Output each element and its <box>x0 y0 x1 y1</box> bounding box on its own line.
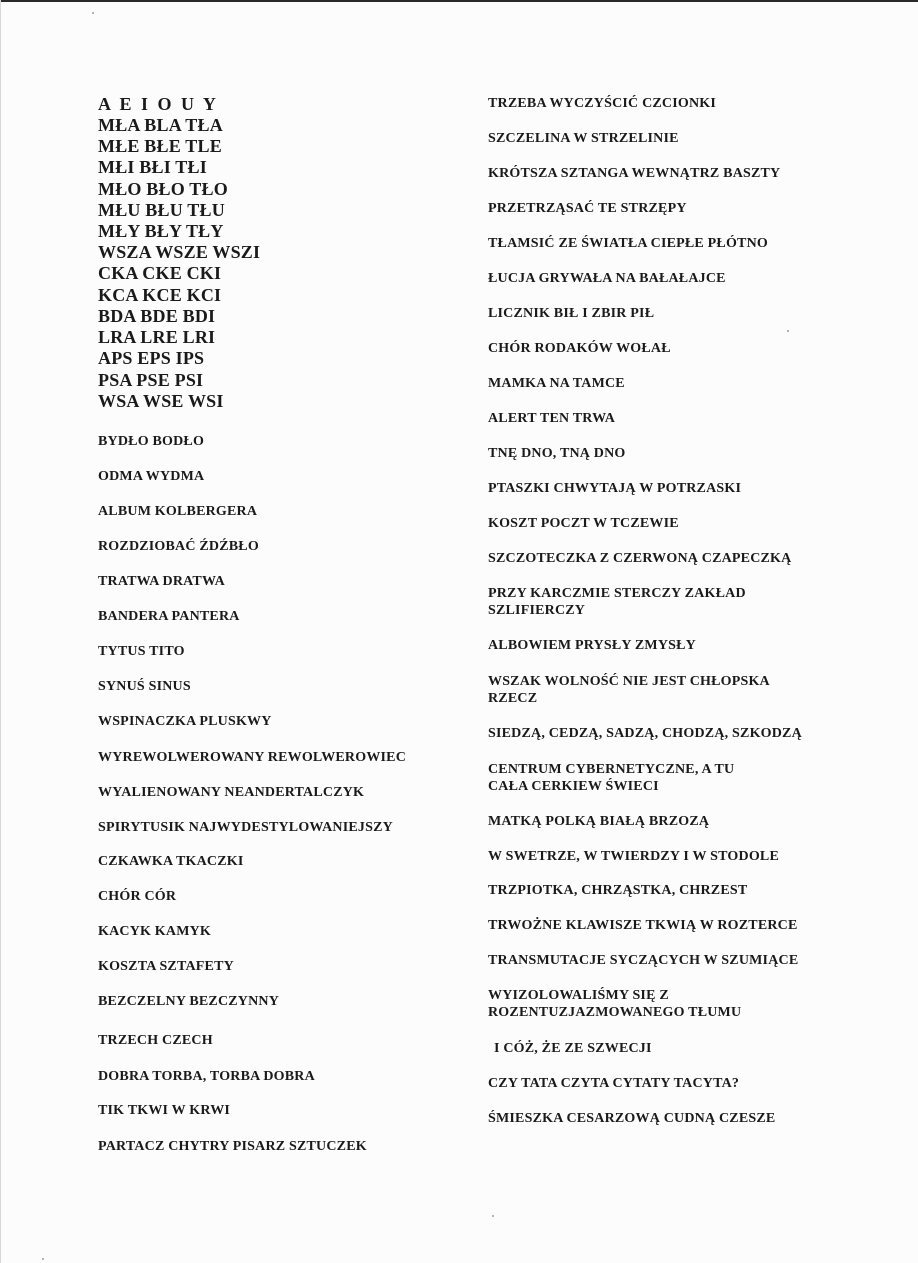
scan-speck <box>492 1215 494 1217</box>
phrase-line: KRÓTSZA SZTANGA WEWNĄTRZ BASZTY <box>488 166 781 181</box>
phrase-line: TRANSMUTACJE SYCZĄCYCH W SZUMIĄCE <box>488 953 799 968</box>
phrase-line: CZKAWKA TKACZKI <box>98 854 244 869</box>
phrase-line: ROZDZIOBAĆ ŹDŹBŁO <box>98 539 259 554</box>
phrase-line: MAMKA NA TAMCE <box>488 376 625 391</box>
syllable-line: MŁU BŁU TŁU <box>98 200 225 220</box>
syllable-line: BDA BDE BDI <box>98 306 216 326</box>
phrase-line: TRZECH CZECH <box>98 1033 213 1048</box>
phrase-line: SZCZOTECZKA Z CZERWONĄ CZAPECZKĄ <box>488 551 792 566</box>
phrase-line: SPIRYTUSIK NAJWYDESTYLOWANIEJSZY <box>98 820 393 835</box>
phrase-line: CENTRUM CYBERNETYCZNE, A TU CAŁA CERKIEW ŚWIECI <box>488 762 735 794</box>
phrase-line: BEZCZELNY BEZCZYNNY <box>98 994 280 1009</box>
phrase-line: SYNUŚ SINUS <box>98 679 191 694</box>
phrase-line: ODMA WYDMA <box>98 469 205 484</box>
phrase-line: WYIZOLOWALIŚMY SIĘ Z ROZENTUZJAZMOWANEGO TŁUMU <box>488 988 742 1020</box>
syllable-line: MŁI BŁI TŁI <box>98 157 207 177</box>
phrase-line: CHÓR CÓR <box>98 889 177 904</box>
syllable-line: MŁE BŁE TLE <box>98 136 222 156</box>
phrase-line: DOBRA TORBA, TORBA DOBRA <box>98 1069 315 1084</box>
syllable-line: KCA KCE KCI <box>98 285 222 305</box>
phrase-line: PARTACZ CHYTRY PISARZ SZTUCZEK <box>98 1139 367 1154</box>
phrase-line: WSPINACZKA PLUSKWY <box>98 714 272 729</box>
phrase-line: KOSZT POCZT W TCZEWIE <box>488 516 679 531</box>
syllable-line: WSZA WSZE WSZI <box>98 242 261 262</box>
phrase-line: TNĘ DNO, TNĄ DNO <box>488 446 626 461</box>
phrase-line: TRZPIOTKA, CHRZĄSTKA, CHRZEST <box>488 883 748 898</box>
phrase-line: ALERT TEN TRWA <box>488 411 616 426</box>
phrase-line: WSZAK WOLNOŚĆ NIE JEST CHŁOPSKA RZECZ <box>488 674 770 706</box>
scan-speck <box>92 12 94 14</box>
phrase-line: ŚMIESZKA CESARZOWĄ CUDNĄ CZESZE <box>488 1111 776 1126</box>
phrase-line: W SWETRZE, W TWIERDZY I W STODOLE <box>488 849 779 864</box>
syllable-line: LRA LRE LRI <box>98 327 216 347</box>
phrase-line: BYDŁO BODŁO <box>98 434 205 449</box>
phrase-line: KACYK KAMYK <box>98 924 212 939</box>
phrase-line: WYREWOLWEROWANY REWOLWEROWIEC <box>98 750 407 765</box>
syllable-line: MŁY BŁY TŁY <box>98 221 224 241</box>
syllable-line: APS EPS IPS <box>98 348 205 368</box>
phrase-line: LICZNIK BIŁ I ZBIR PIŁ <box>488 306 655 321</box>
phrase-line: TŁAMSIĆ ZE ŚWIATŁA CIEPŁE PŁÓTNO <box>488 236 768 251</box>
phrase-line: KOSZTA SZTAFETY <box>98 959 234 974</box>
phrase-line: SZCZELINA W STRZELINIE <box>488 131 679 146</box>
phrase-line: TRWOŻNE KLAWISZE TKWIĄ W ROZTERCE <box>488 918 798 933</box>
syllable-line: WSA WSE WSI <box>98 391 224 411</box>
phrase-line: ŁUCJA GRYWAŁA NA BAŁAŁAJCE <box>488 271 726 286</box>
phrase-line: TYTUS TITO <box>98 644 185 659</box>
phrase-line: CHÓR RODAKÓW WOŁAŁ <box>488 341 671 356</box>
syllable-line: MŁA BLA TŁA <box>98 115 223 135</box>
scan-top-edge <box>0 0 918 2</box>
syllable-line: CKA CKE CKI <box>98 263 222 283</box>
phrase-line: TRATWA DRATWA <box>98 574 225 589</box>
scan-left-edge <box>0 0 1 1263</box>
scan-speck <box>42 1258 44 1260</box>
phrase-line: PRZETRZĄSAĆ TE STRZĘPY <box>488 201 687 216</box>
syllable-line: A E I O U Y <box>98 94 219 114</box>
phrase-line: SIEDZĄ, CEDZĄ, SADZĄ, CHODZĄ, SZKODZĄ <box>488 726 802 741</box>
phrase-line: ALBUM KOLBERGERA <box>98 504 258 519</box>
phrase-line: MATKĄ POLKĄ BIAŁĄ BRZOZĄ <box>488 814 710 829</box>
phrase-line: PTASZKI CHWYTAJĄ W POTRZASKI <box>488 481 742 496</box>
phrase-line: I CÓŻ, ŻE ZE SZWECJI <box>494 1041 652 1056</box>
phrase-line: CZY TATA CZYTA CYTATY TACYTA? <box>488 1076 740 1091</box>
phrase-line: TIK TKWI W KRWI <box>98 1103 231 1118</box>
phrase-line: ALBOWIEM PRYSŁY ZMYSŁY <box>488 638 696 653</box>
scan-speck <box>787 330 789 332</box>
phrase-line: TRZEBA WYCZYŚCIĆ CZCIONKI <box>488 96 717 111</box>
phrase-line: PRZY KARCZMIE STERCZY ZAKŁAD SZLIFIERCZY <box>488 586 746 618</box>
phrase-line: BANDERA PANTERA <box>98 609 240 624</box>
syllable-line: PSA PSE PSI <box>98 370 204 390</box>
phrase-line: WYALIENOWANY NEANDERTALCZYK <box>98 785 365 800</box>
syllable-line: MŁO BŁO TŁO <box>98 179 228 199</box>
